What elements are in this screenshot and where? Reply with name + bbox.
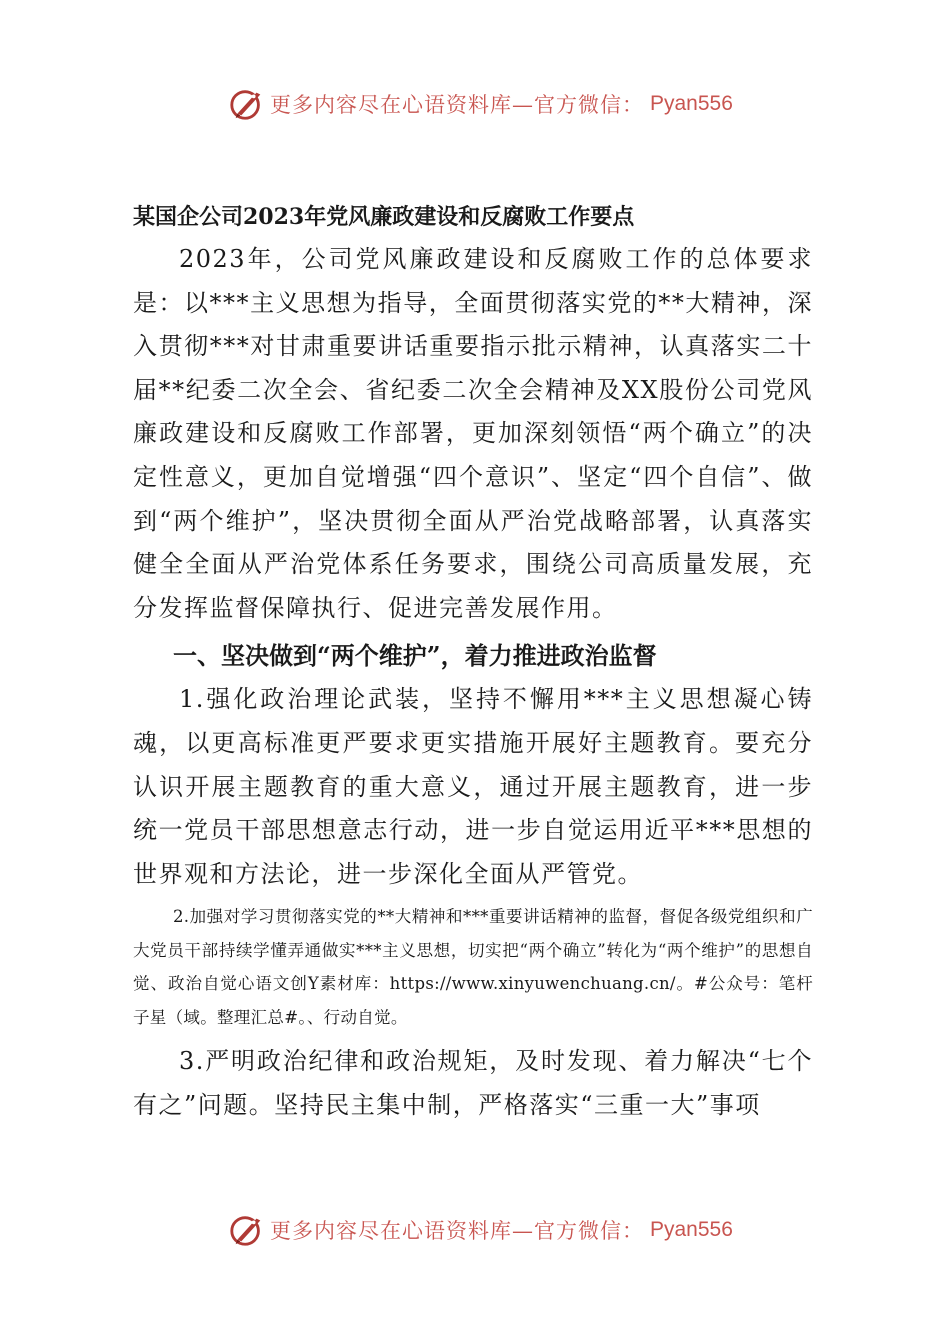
- banner-wechat-id: Pyan556: [650, 1218, 733, 1241]
- header-banner: [228, 84, 733, 124]
- item-1-paragraph: 1.强化政治理论武装，坚持不懈用***主义思想凝心铸魂，以更高标准更严要求更实措施开展好主题教育。要充分认识开展主题教育的重大意义，通过开展主题教育，进一步统一党员干部思想意志行动，进一步自觉运用近平***思想的世界观和方法论，进一步深化全面从严管党。: [133, 685, 813, 888]
- banner-text: 更多内容尽在心语资料库—官方微信：: [270, 93, 644, 117]
- intro-paragraph: 2023年，公司党风廉政建设和反腐败工作的总体要求是：以***主义思想为指导，全面贯彻落实党的**大精神，深入贯彻***对甘肃重要讲话重要指示批示精神，认真落实二十届**纪委二次全会、省纪委二次全会精神及XX股份公司党风廉政建设和反腐败工作部署，更加深刻领悟“两个确立”的决定性意义，更加自觉增强“四个意识”、坚定“四个自信”、做到“两个维护”，坚决贯彻全面从严治党战略部署，认真落实健全全面从严治党体系任务要求，围绕公司高质量发展，充分发挥监督保障执行、促进完善发展作用。: [133, 245, 813, 622]
- pen-circle-icon: [228, 1211, 266, 1249]
- footer-banner: [228, 1210, 733, 1250]
- item-3-paragraph: 3.严明政治纪律和政治规矩，及时发现、着力解决“七个有之”问题。坚持民主集中制，严格落实“三重一大”事项: [133, 1047, 813, 1119]
- document-title: 某国企公司2023年党风廉政建设和反腐败工作要点: [133, 204, 635, 230]
- banner-text: 更多内容尽在心语资料库—官方微信：: [270, 1219, 644, 1243]
- document-body: [133, 196, 813, 1128]
- item-2-paragraph: 2.加强对学习贯彻落实党的**大精神和***重要讲话精神的监督，督促各级党组织和广大党员干部持续学懂弄通做实***主义思想，切实把“两个确立”转化为“两个维护”的思想自觉、政治自觉心语文创Y素材库：https://www.xinyuwenchuang.cn/。#公众号：笔杆子星（域。整理汇总#。、行动自觉。: [133, 907, 813, 1027]
- pen-circle-icon: [228, 85, 266, 123]
- banner-wechat-id: Pyan556: [650, 92, 733, 115]
- section-1-heading: 一、坚决做到“两个维护”，着力推进政治监督: [173, 641, 657, 671]
